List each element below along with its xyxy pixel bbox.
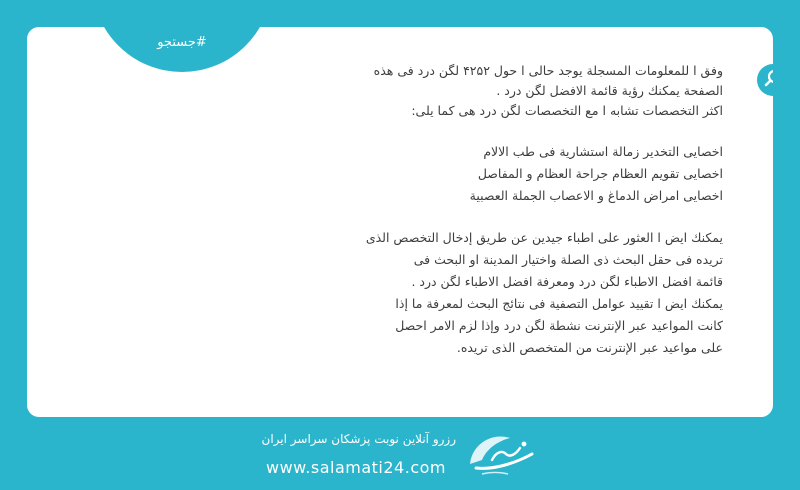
- intro-line: الصفحة یمكنك رؤیة قائمة الافضل لگن درد .: [496, 83, 723, 98]
- footer-slogan: رزرو آنلاین نوبت پزشکان سراسر ایران: [261, 432, 456, 446]
- specialty-list: [303, 141, 723, 207]
- content-card: [27, 27, 773, 417]
- intro-paragraph: [303, 61, 723, 121]
- body-line: قائمة افضل الاطباء لگن درد ومعرفة افضل الاطباء لگن درد .: [411, 274, 723, 289]
- search-button[interactable]: [757, 64, 773, 96]
- body-line: تریده فی حقل البحث ذی الصلة واختیار المدینة او البحث فی: [413, 252, 723, 267]
- body-line: یمكنك ایض ا تقیید عوامل التصفیة فی نتائج البحث لمعرفة ما إذا: [395, 296, 723, 311]
- specialty-item[interactable]: اخصایی امراض الدماغ و الاعصاب الجملة العصبیة: [469, 188, 723, 203]
- search-icon: [763, 68, 773, 92]
- intro-line: اكثر التخصصات تشابه ا مع التخصصات لگن درد هی كما یلی:: [411, 103, 723, 118]
- hashtag-label: #جستجو: [157, 35, 207, 50]
- specialty-item[interactable]: اخصایی تقویم العظام جراحة العظام و المفاصل: [477, 166, 723, 181]
- specialty-item[interactable]: اخصایی التخدیر زمالة استشاریة فی طب الالام: [483, 144, 723, 159]
- body-line: كانت المواعید عبر الإنترنت نشطة لگن درد وإذا لزم الامر احصل: [395, 318, 723, 333]
- body-line: یمكنك ایض ا العثور علی اطباء جیدین عن طریق إدخال التخصص الذی: [365, 230, 723, 245]
- body-paragraph: [303, 227, 723, 359]
- hashtag-badge[interactable]: [92, 27, 272, 72]
- body-line: علی مواعید عبر الإنترنت من المتخصص الذی تریده.: [456, 340, 723, 355]
- salamati-logo[interactable]: [462, 424, 540, 478]
- article-text: [303, 61, 723, 359]
- intro-line: وفق ا للمعلومات المسجلة یوجد حالی ا حول ۴۲۵۲ لگن درد فی هذه: [373, 63, 723, 78]
- footer-url-link[interactable]: www.salamati24.com: [266, 458, 446, 477]
